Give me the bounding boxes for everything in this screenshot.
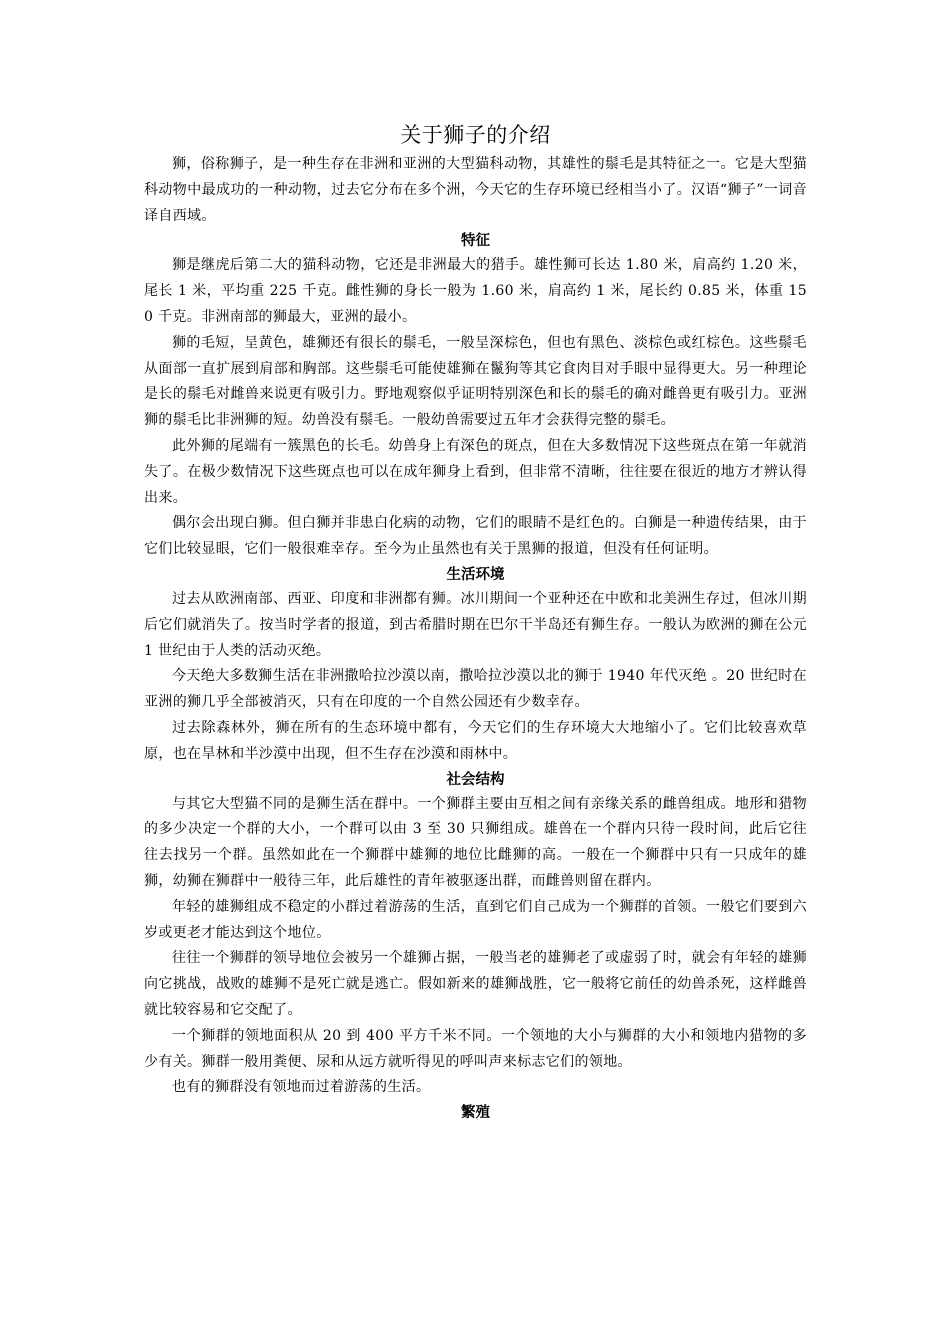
paragraph: 与其它大型猫不同的是狮生活在群中。一个狮群主要由互相之间有亲缘关系的雌兽组成。地形和猎物的多少决定一个群的大小，一个群可以由 3 至 30 只狮组成。雄兽在一个群内只待一段时间，此后它往往去找另一个群。虽然如此在一个狮群中雄狮的地位比雌狮的高。一般在一个狮群中只有一只成年的雄狮，幼狮在狮群中一般待三年，此后雄性的青年被驱逐出群，而雌兽则留在群内。 [144,795,807,889]
section-heading-social-structure: 社会结构 [446,770,505,788]
paragraph: 狮的毛短，呈黄色，雄狮还有很长的鬃毛，一般呈深棕色，但也有黑色、淡棕色或红棕色。这些鬃毛从面部一直扩展到肩部和胸部。这些鬃毛可能使雄狮在鬣狗等其它食肉目对手眼中显得更大。另一种理论是长的鬃毛对雌兽来说更有吸引力。野地观察似乎证明特别深色和长的鬃毛的确对雌兽更有吸引力。亚洲狮的鬃毛比非洲狮的短。幼兽没有鬃毛。一般幼兽需要过五年才会获得完整的鬃毛。 [144,334,807,429]
paragraph: 年轻的雄狮组成不稳定的小群过着游荡的生活，直到它们自己成为一个狮群的首领。一般它们要到六岁或更老才能达到这个地位。 [144,898,807,941]
paragraph: 过去从欧洲南部、西亚、印度和非洲都有狮。冰川期间一个亚种还在中欧和北美洲生存过，但冰川期后它们就消失了。按当时学者的报道，到古希腊时期在巴尔干半岛还有狮生存。一般认为欧洲的狮在公元 1 世纪由于人类的活动灭绝。 [144,590,807,659]
paragraph: 狮是继虎后第二大的猫科动物，它还是非洲最大的猎手。雄性狮可长达 1.80 米，肩高约 1.20 米，尾长 1 米，平均重 225 千克。雌性狮的身长一般为 1.60 米，肩高约 1 米，尾长约 0.85 米，体重 150 千克。非洲南部的狮最大，亚洲的最小。 [144,257,807,325]
paragraph: 往往一个狮群的领导地位会被另一个雄狮占据，一般当老的雄狮老了或虚弱了时，就会有年轻的雄狮向它挑战，战败的雄狮不是死亡就是逃亡。假如新来的雄狮战胜，它一般将它前任的幼兽杀死，这样雌兽就比较容易和它交配了。 [144,950,807,1018]
section-heading-features: 特征 [461,232,490,250]
section-heading-reproduction: 繁殖 [461,1104,490,1122]
paragraph: 一个狮群的领地面积从 20 到 400 平方千米不同。一个领地的大小与狮群的大小和领地内猎物的多少有关。狮群一般用粪便、尿和从远方就听得见的呼叫声来标志它们的领地。 [144,1027,807,1070]
paragraph: 过去除森林外，狮在所有的生态环境中都有，今天它们的生存环境大大地缩小了。它们比较喜欢草原，也在旱林和半沙漠中出现，但不生存在沙漠和雨林中。 [144,719,807,762]
paragraph: 此外狮的尾端有一簇黑色的长毛。幼兽身上有深色的斑点，但在大多数情况下这些斑点在第一年就消失了。在极少数情况下这些斑点也可以在成年狮身上看到，但非常不清晰，往往要在很近的地方才辨认得出来。 [144,437,807,506]
section-heading-habitat: 生活环境 [446,565,505,583]
intro-paragraph: 狮，俗称狮子，是一种生存在非洲和亚洲的大型猫科动物，其雄性的鬃毛是其特征之一。它是大型猫科动物中最成功的一种动物，过去它分布在多个洲，今天它的生存环境已经相当小了。汉语“狮子”一词音译自西域。 [144,156,807,224]
document-body [144,118,807,1125]
paragraph: 偶尔会出现白狮。但白狮并非患白化病的动物，它们的眼睛不是红色的。白狮是一种遗传结果，由于它们比较显眼，它们一般很难幸存。至今为止虽然也有关于黑狮的报道，但没有任何证明。 [144,515,807,558]
paragraph: 也有的狮群没有领地而过着游荡的生活。 [172,1079,431,1096]
document-title: 关于狮子的介绍 [400,123,551,147]
paragraph: 今天绝大多数狮生活在非洲撒哈拉沙漠以南，撒哈拉沙漠以北的狮于 1940 年代灭绝 。20 世纪时在亚洲的狮几乎全部被消灭，只有在印度的一个自然公园还有少数幸存。 [144,668,807,711]
